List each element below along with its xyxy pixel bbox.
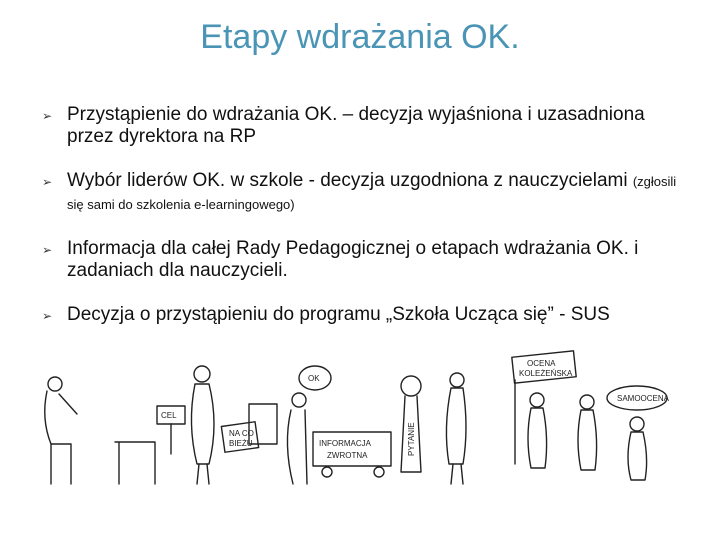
- arrow-bullet-icon: ➢: [42, 309, 53, 323]
- kolezenska-label: KOLEŻEŃSKA: [519, 369, 573, 378]
- table-drawing: [115, 442, 155, 484]
- bullet-list: [40, 104, 680, 348]
- na-co-label: NA CO: [229, 429, 254, 438]
- pytanie-label: PYTANIE: [407, 422, 416, 456]
- cel-label: CEL: [161, 411, 177, 420]
- bullet-text: Przystąpienie do wdrażania OK. – decyzja wyjaśniona i uzasadniona przez dyrektora na RP: [67, 104, 645, 147]
- arrow-bullet-icon: ➢: [42, 243, 53, 257]
- informacja-label: INFORMACJA: [319, 439, 371, 448]
- ok-label: OK: [308, 374, 320, 383]
- standing-figure-3: [528, 393, 547, 468]
- biezu-label: BIEŻU: [229, 439, 253, 448]
- ocena-label: OCENA: [527, 359, 556, 368]
- bullet-text: Informacja dla całej Rady Pedagogicznej o etapach wdrażania OK. i zadaniach dla nauczycieli.: [67, 238, 639, 281]
- bullet-text: Decyzja o przystąpieniu do programu „Szkoła Ucząca się” - SUS: [67, 304, 610, 325]
- bullet-item: [40, 304, 680, 326]
- standing-figure-1: [191, 366, 214, 484]
- cartoon-illustration: [37, 344, 685, 490]
- standing-figure-2: [446, 373, 466, 484]
- bullet-item: [40, 104, 680, 148]
- zwrotna-label: ZWROTNA: [327, 451, 368, 460]
- bullet-text: Wybór liderów OK. w szkole - decyzja uzgodniona z nauczycielami: [67, 170, 633, 191]
- seated-figure: [45, 377, 77, 484]
- standing-figure-4: [578, 395, 597, 470]
- bullet-item: [40, 170, 680, 216]
- bullet-note: (zgłosili się sami do szkolenia e-learningowego): [67, 174, 677, 212]
- arrow-bullet-icon: ➢: [42, 175, 53, 189]
- standing-figure-5: [628, 417, 647, 480]
- bullet-item: [40, 238, 680, 282]
- samoocena-label: SAMOOCENA: [617, 394, 670, 403]
- page-title: Etapy wdrażania OK.: [200, 18, 520, 56]
- informacja-zwrotna-box: [313, 432, 391, 466]
- arrow-bullet-icon: ➢: [42, 109, 53, 123]
